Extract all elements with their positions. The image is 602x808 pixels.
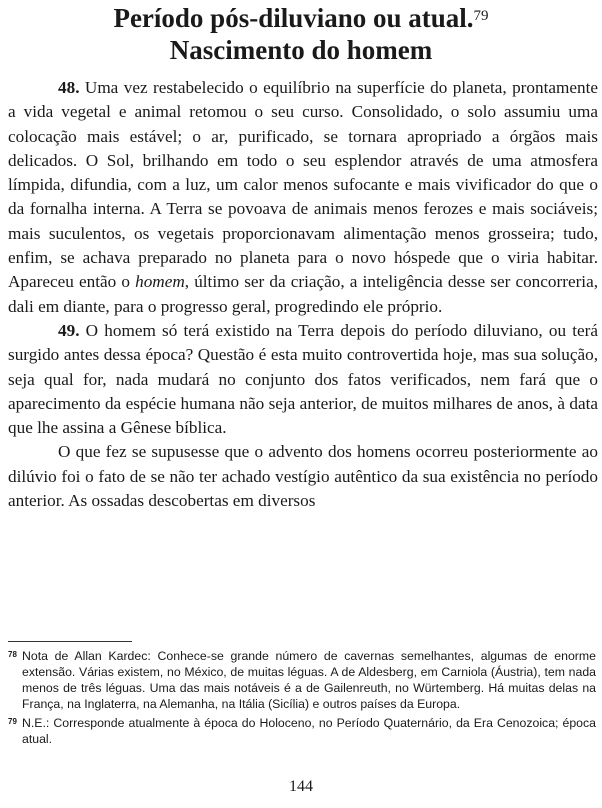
heading-line-1 <box>0 2 602 34</box>
footnote-text: N.E.: Corresponde atualmente à época do Holoceno, no Período Quaternário, da Era Cenozoica; época atual. <box>22 715 596 746</box>
paragraph-continuation: O que fez se supusesse que o advento dos homens ocorreu posteriormente ao dilúvio foi o fato de se não ter achado vestígio autêntico da sua existência no período anterior. As ossadas descobertas em diversos <box>8 442 598 511</box>
paragraph-text: O homem só terá existido na Terra depois do período diluviano, ou terá surgido antes dessa época? Questão é esta muito controvertida hoje, mas sua solução, seja qual for, nada mudará no conjunto dos fatos verificados, nem fará que o aparecimento da espécie humana não seja anterior, de muitos milhares de anos, à data que lhe assina a Gênese bíblica. <box>8 320 598 438</box>
emphasis-text: homem <box>135 272 185 292</box>
footnote-reference[interactable]: 79 <box>473 8 489 24</box>
footnote-78 <box>8 649 596 713</box>
paragraph-number: 49. <box>58 320 80 340</box>
paragraph-48 <box>8 76 598 319</box>
paragraph-number: 48. <box>58 78 80 97</box>
chapter-heading <box>0 2 602 66</box>
page-number: 144 <box>289 778 313 795</box>
footnote-79 <box>8 716 596 748</box>
paragraph-text-cont: , último ser da criação, a inteligência desse ser concorreria, dali em diante, para o progresso geral, progredindo ele próprio. <box>8 272 598 316</box>
heading-text: Período pós-diluviano ou atual. <box>113 3 474 33</box>
footnote-mark: 79 <box>8 716 17 726</box>
paragraph-text: Uma vez restabelecido o equilíbrio na superfície do planeta, prontamente a vida vegetal e animal retomou o seu curso. Consolidado, o solo assumiu uma colocação mais estável; o ar, purificado, se tornara apropriado a órgãos mais delicados. O Sol, brilhando em todo o seu esplendor através de uma atmosfera límpida, difundia, com a luz, um calor menos sufocante e mais vivificador do que o da fornalha interna. A Terra se povoava de animais menos ferozes e mais sociáveis; mais suculentos, os vegetais proporcionavam alimentação menos grosseira; tudo, enfim, se achava preparado no planeta para o novo hóspede que o viria habitar. Apareceu então o <box>8 78 598 292</box>
footnote-text: Nota de Allan Kardec: Conhece-se grande número de cavernas semelhantes, algumas de enorme extensão. Várias existem, no México, de muitas léguas. A de Aldesberg, em Carniola (Áustria), tem nada menos de três léguas. Uma das mais notáveis é a de Gailenreuth, no Würtemberg. Há muitas delas na França, na Inglaterra, na Alemanha, na Itália (Sicília) e outros países da Europa. <box>22 649 596 711</box>
body-text <box>8 76 598 513</box>
heading-line-2: Nascimento do homem <box>169 35 433 65</box>
footnotes <box>8 649 596 750</box>
paragraph-49 <box>8 319 598 440</box>
footnote-mark: 78 <box>8 650 17 659</box>
footnote-divider <box>8 641 132 642</box>
